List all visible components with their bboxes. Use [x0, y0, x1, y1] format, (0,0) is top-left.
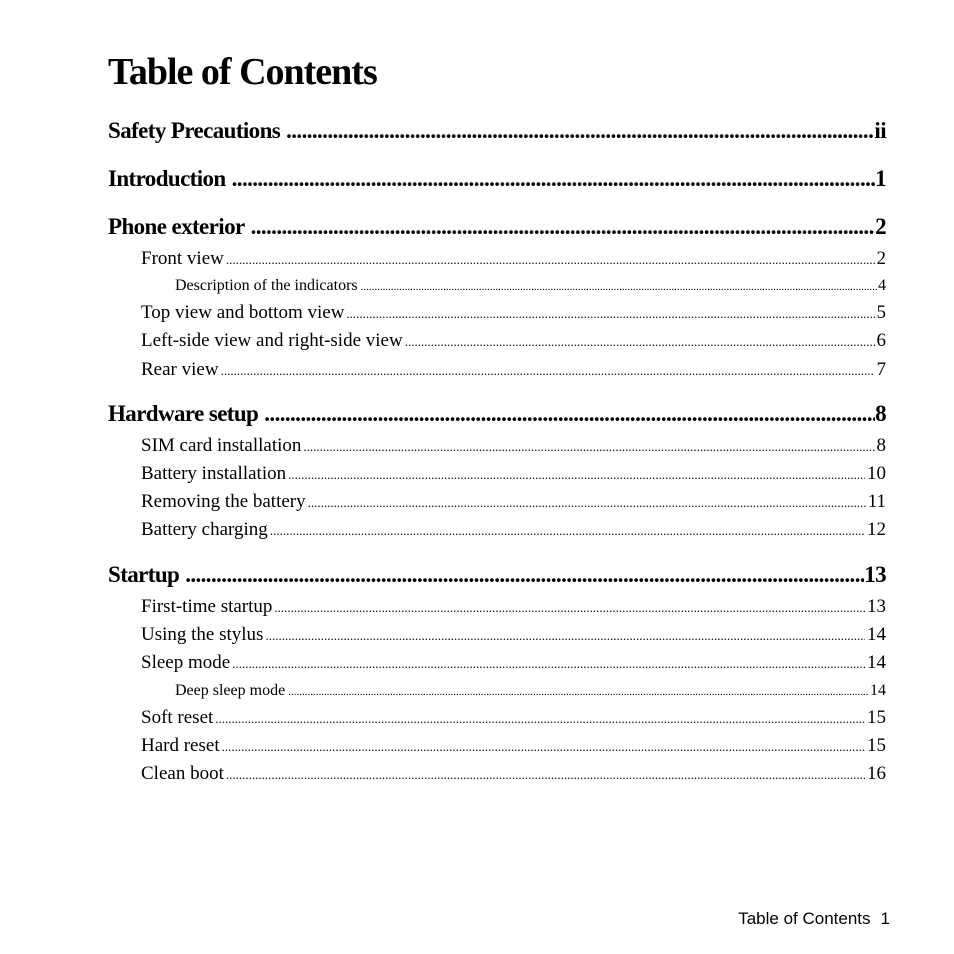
toc-dot-leader [405, 334, 875, 350]
page-footer [738, 909, 890, 929]
toc-page-number: 2 [876, 248, 886, 269]
toc-dot-leader [274, 600, 865, 616]
toc-dot-leader [251, 214, 876, 240]
toc-entry-hard-reset[interactable] [141, 735, 886, 757]
toc-entry-label: Battery charging [141, 519, 268, 540]
toc-entry-label: Safety Precautions [108, 118, 281, 143]
toc-entry-label: Top view and bottom view [141, 302, 345, 323]
toc-entry-label: Rear view [141, 359, 219, 380]
toc-entry-label: Hardware setup [108, 401, 259, 426]
toc-entry-label: Left-side view and right-side view [141, 330, 403, 351]
toc-dot-leader [288, 467, 865, 483]
toc-page-number: 16 [867, 763, 886, 784]
toc-entry-deep-sleep-mode[interactable] [175, 682, 886, 700]
footer-section-title: Table of Contents [738, 909, 871, 928]
toc-entry-rear-view[interactable] [141, 359, 886, 381]
toc-page-number: 11 [867, 491, 886, 512]
toc-page-number: 6 [876, 330, 886, 351]
toc-page-number: 15 [867, 735, 886, 756]
toc-page-number: 2 [875, 214, 886, 239]
toc-entry-soft-reset[interactable] [141, 707, 886, 729]
toc-dot-leader [226, 767, 865, 783]
toc-entry-hardware-setup[interactable] [108, 401, 886, 427]
toc-page-number: ii [874, 118, 886, 143]
toc-dot-leader [264, 401, 875, 427]
toc-dot-leader [308, 495, 866, 511]
toc-entry-label: Battery installation [141, 463, 287, 484]
toc-entry-battery-charging[interactable] [141, 519, 886, 541]
toc-entry-safety-precautions[interactable] [108, 118, 886, 144]
toc-dot-leader [226, 252, 875, 268]
toc-dot-leader [232, 166, 875, 192]
toc-dot-leader [286, 118, 874, 144]
toc-entry-description-of-the-indicators[interactable] [175, 277, 886, 295]
toc-entry-label: Deep sleep mode [175, 682, 286, 699]
toc-entry-label: Soft reset [141, 707, 214, 728]
toc-entry-label: Phone exterior [108, 214, 245, 239]
toc-dot-leader [215, 711, 865, 727]
toc-entry-label: SIM card installation [141, 435, 302, 456]
toc-page-number: 4 [878, 277, 886, 294]
toc-page-number: 8 [875, 401, 886, 426]
toc-entry-phone-exterior[interactable] [108, 214, 886, 240]
toc-entry-top-view-and-bottom-view[interactable] [141, 302, 886, 324]
page-title: Table of Contents [108, 51, 377, 93]
toc-page-number: 7 [876, 359, 886, 380]
toc-page-number: 12 [867, 519, 886, 540]
toc-page-number: 14 [867, 624, 886, 645]
toc-entry-label: Sleep mode [141, 652, 231, 673]
toc-page-number: 5 [876, 302, 886, 323]
toc-entry-introduction[interactable] [108, 166, 886, 192]
toc-dot-leader [185, 562, 864, 588]
toc-entry-sim-card-installation[interactable] [141, 435, 886, 457]
toc-dot-leader [361, 281, 877, 293]
toc-dot-leader [222, 739, 865, 755]
toc-page-number: 15 [867, 707, 886, 728]
toc-entry-sleep-mode[interactable] [141, 652, 886, 674]
toc-entry-label: Removing the battery [141, 491, 306, 512]
toc-entry-removing-the-battery[interactable] [141, 491, 886, 513]
toc-dot-leader [288, 686, 869, 698]
toc-page-number: 14 [870, 682, 886, 699]
toc-entry-label: Introduction [108, 166, 226, 191]
toc-page-number: 10 [867, 463, 886, 484]
toc-page-number: 13 [867, 596, 886, 617]
toc-entry-battery-installation[interactable] [141, 463, 886, 485]
toc-entry-label: Startup [108, 562, 180, 587]
toc-entry-label: Clean boot [141, 763, 224, 784]
toc-entry-label: Description of the indicators [175, 277, 358, 294]
toc-entry-label: Front view [141, 248, 224, 269]
toc-dot-leader [270, 523, 865, 539]
toc-dot-leader [265, 628, 865, 644]
footer-page-number: 1 [880, 909, 890, 928]
toc-entry-using-the-stylus[interactable] [141, 624, 886, 646]
toc-dot-leader [221, 363, 875, 379]
toc-page-number: 14 [867, 652, 886, 673]
toc-entry-clean-boot[interactable] [141, 763, 886, 785]
toc-entry-startup[interactable] [108, 562, 886, 588]
toc-dot-leader [232, 656, 865, 672]
toc-entry-label: Hard reset [141, 735, 220, 756]
toc-entry-left-side-and-right-side-view[interactable] [141, 330, 886, 352]
toc-page-number: 8 [876, 435, 886, 456]
toc-dot-leader [303, 439, 874, 455]
toc-entry-front-view[interactable] [141, 248, 886, 270]
toc-entry-first-time-startup[interactable] [141, 596, 886, 618]
toc-dot-leader [346, 306, 874, 322]
toc-entry-label: Using the stylus [141, 624, 264, 645]
toc-page-number: 1 [875, 166, 886, 191]
toc-page-number: 13 [864, 562, 886, 587]
toc-entry-label: First-time startup [141, 596, 273, 617]
